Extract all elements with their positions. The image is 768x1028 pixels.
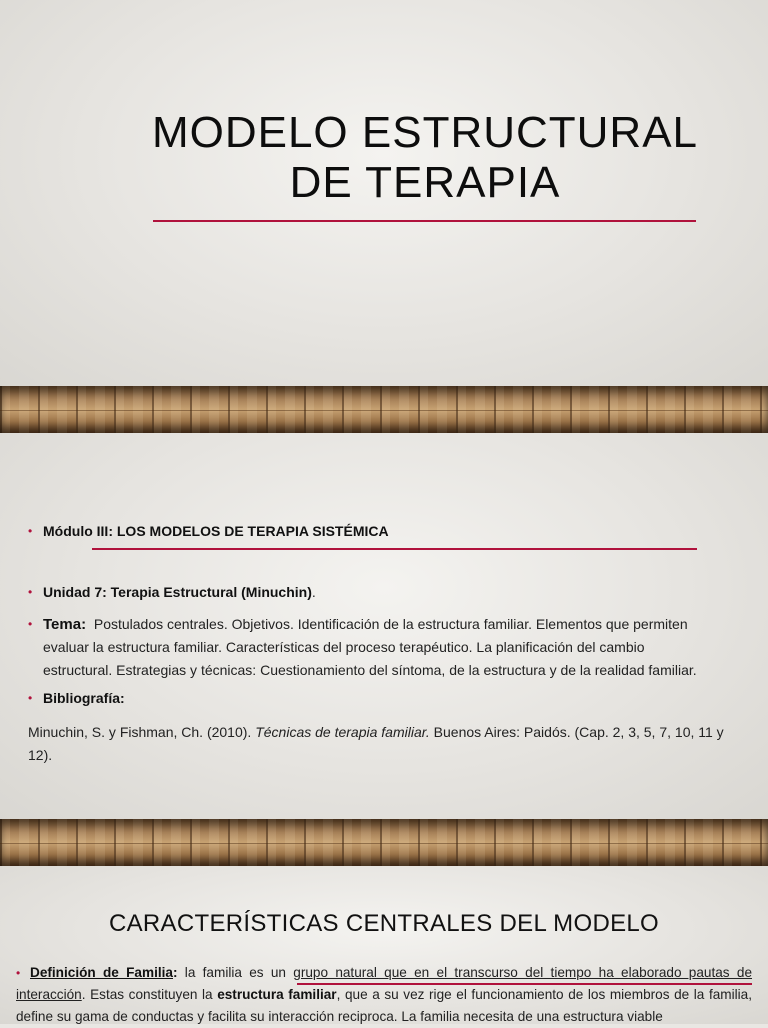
title-line-1: MODELO ESTRUCTURAL [151, 108, 699, 157]
definition-paragraph [16, 962, 752, 1028]
bullet-unit [28, 581, 728, 604]
definition-label: Definición de Familia [30, 965, 173, 980]
definition-underlined-text: grupo natural que en el transcurso del tiempo ha elaborado pautas de interacción [16, 965, 752, 1002]
definition-text-3: , que a su vez rige el funcionamiento de los miembros de la familia, define su gama de conductas y facilita su interacción reciproca. La familia necesita de una estructura viable [16, 987, 753, 1024]
reference [28, 721, 728, 767]
tema-text: Postulados centrales. Objetivos. Identificación de la estructura familiar. Elementos que permiten evaluar la estructura familiar. Características del proceso terapéutico. La planificación del cambio estructural. Estrategias y técnicas: Cuestionamiento del síntoma, de la estructura y de la realidad familiar. [43, 616, 697, 678]
title-underline [153, 220, 696, 222]
ref-title: Técnicas de terapia familiar. [255, 724, 430, 740]
ref-rest: Buenos Aires: Paidós. (Cap. 2, 3, 5, 7, 10, 11 y 12). [28, 724, 724, 763]
definition-text-2: . Estas constituyen la [81, 987, 218, 1002]
title-slide [0, 0, 768, 386]
bullet-tema [28, 613, 728, 682]
ref-authors: Minuchin, S. y Fishman, Ch. (2010). [28, 724, 256, 740]
bullet-dot: • [28, 524, 33, 538]
definition-text-1: la familia es un [177, 965, 294, 980]
title-line-2: DE TERAPIA [289, 158, 561, 207]
module-label: Módulo III: [43, 523, 113, 539]
bullet-dot: • [28, 585, 33, 599]
bullet-bibliografia [28, 687, 728, 710]
bullet-dot: • [28, 691, 33, 705]
unit-tail: . [311, 584, 316, 600]
definition-colon: : [172, 965, 178, 980]
section-title: CARACTERÍSTICAS CENTRALES DEL MODELO [108, 910, 659, 937]
module-underline [92, 548, 697, 550]
unit-text: Unidad 7: Terapia Estructural (Minuchin) [43, 584, 312, 600]
bullet-dot: • [28, 617, 33, 631]
bullet-module [28, 520, 728, 543]
bullet-dot: • [16, 966, 21, 980]
bib-label: Bibliografía: [43, 690, 125, 706]
module-title: LOS MODELOS DE TERAPIA SISTÉMICA [112, 523, 389, 539]
estructura-familiar: estructura familiar [217, 987, 337, 1002]
slide-title [120, 108, 730, 208]
wood-floor-divider [0, 819, 768, 866]
content-slide [0, 433, 768, 819]
tema-label: Tema: [43, 616, 87, 633]
wood-floor-divider [0, 386, 768, 433]
definition-underline-accent [297, 983, 752, 985]
